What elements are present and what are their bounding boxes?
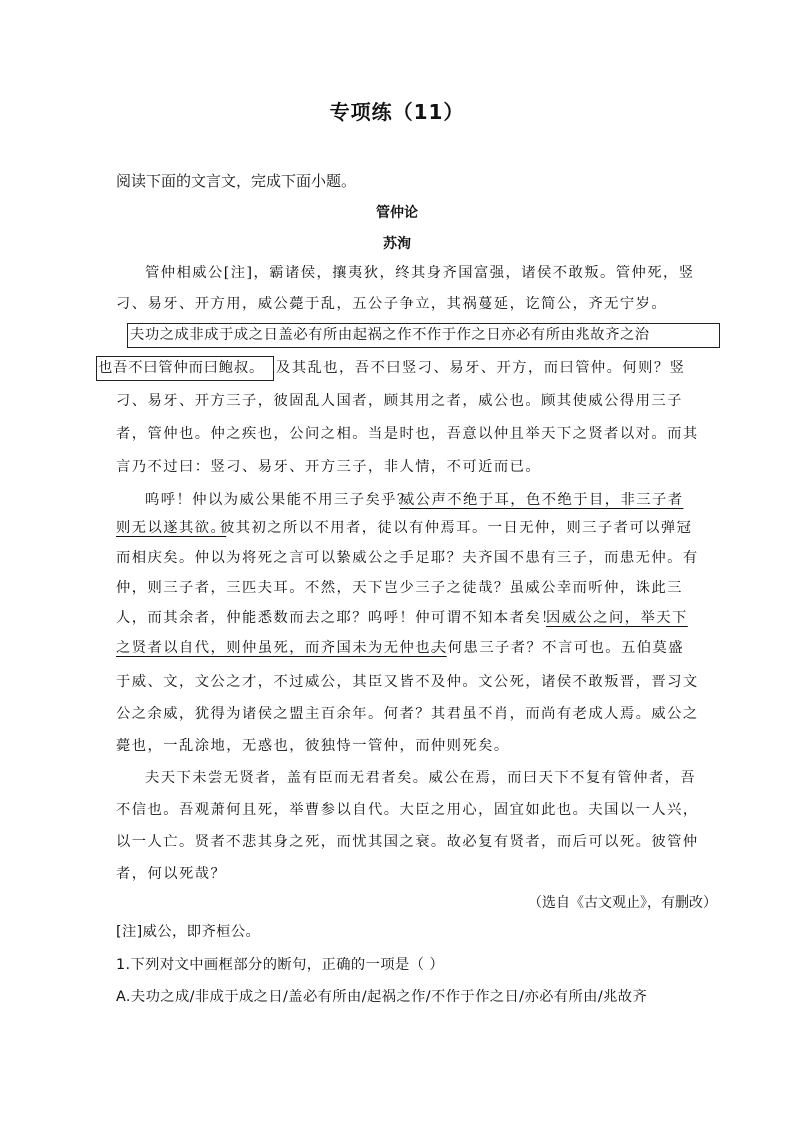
essay-line: 不信也。吾观萧何且死，举曹参以自代。大臣之用心，固宜如此也。夫国以一人兴， bbox=[116, 802, 699, 818]
essay-line: 仲，则三子者，三匹夫耳。不然，天下岂少三子之徒哉？虽威公幸而听仲，诛此三 bbox=[116, 580, 683, 596]
essay-line: 而相庆矣。仲以为将死之言可以絷威公之手足耶？夫齐国不患有三子，而患无仲。有 bbox=[116, 550, 699, 566]
essay-line: 刁、易牙、开方用，威公薨于乱，五公子争立，其祸蔓延，讫简公，齐无宁岁。 bbox=[116, 296, 668, 312]
essay-line: 人，而其余者，仲能悉数而去之耶？呜呼！仲可谓不知本者矣！ bbox=[116, 610, 557, 626]
underlined-text: 威公声不绝于耳，色不绝于目，非三子者 bbox=[400, 492, 684, 508]
instruction: 阅读下面的文言文，完成下面小题。 bbox=[116, 172, 357, 190]
essay-line: 以一人亡。贤者不悲其身之死，而忧其国之衰。故必复有贤者，而后可以死。彼管仲 bbox=[116, 834, 699, 850]
question-1: 1.下列对文中画框部分的断句，正确的一项是（ ） bbox=[116, 957, 445, 973]
essay-line: 者，何以死哉？ bbox=[116, 866, 227, 882]
essay-line: 公之余威，犹得为诸侯之盟主百余年。何者？其君虽不肖，而尚有老成人焉。威公之 bbox=[116, 706, 699, 722]
essay-line: 呜呼！仲以为威公果能不用三子矣乎？ bbox=[145, 492, 413, 508]
essay-line: 刁、易牙、开方三子，彼固乱人国者，顾其用之者，威公也。顾其使威公得用三子 bbox=[116, 393, 683, 409]
essay-line: 管仲相威公[注]，霸诸侯，攘夷狄，终其身齐国富强，诸侯不敢叛。管仲死，竖 bbox=[145, 265, 695, 281]
essay-line: 夫天下未尝无贤者，盖有臣而无君者矣。威公在焉，而曰天下不复有管仲者，吾 bbox=[145, 770, 697, 786]
annotation-note: [注]威公，即齐桓公。 bbox=[116, 924, 261, 940]
essay-line: 者，管仲也。仲之疾也，公问之相。当是时也，吾意以仲且举天下之贤者以对。而其 bbox=[116, 426, 699, 442]
essay-line: 于威、文，文公之才，不过威公，其臣又皆不及仲。文公死，诸侯不敢叛晋，晋习文 bbox=[116, 674, 699, 690]
essay-line: 彼其初之所以不用者，徒以有仲焉耳。一日无仲，则三子者可以弹冠 bbox=[220, 520, 693, 536]
essay-title: 管仲论 bbox=[376, 205, 418, 221]
framed-text: 夫功之成非成于成之日盖必有所由起祸之作不作于作之日亦必有所由兆故齐之治 bbox=[130, 327, 650, 343]
essay-line: 言乃不过曰：竖刁、易牙、开方三子，非人情，不可近而已。 bbox=[116, 459, 542, 475]
underlined-text: 则无以遂其欲。 bbox=[116, 520, 227, 536]
essay-line: 及其乱也，吾不曰竖刁、易牙、开方，而曰管仲。何则？竖 bbox=[276, 360, 686, 376]
page-title: 专项练（11） bbox=[329, 100, 465, 124]
essay-author: 苏洵 bbox=[383, 236, 411, 252]
underlined-text: 之贤者以自代，则仲虽死，而齐国未为无仲也。 bbox=[116, 640, 447, 656]
source-citation: （选自《古文观止》，有删改） bbox=[528, 895, 717, 911]
essay-line: 夫何患三子者？不言可也。五伯莫盛 bbox=[432, 640, 684, 656]
option-a: A.夫功之成/非成于成之日/盖必有所由/起祸之作/不作于作之日/亦必有所由/兆故齐 bbox=[116, 989, 648, 1005]
essay-line: 薨也，一乱涂地，无惑也，彼独恃一管仲，而仲则死矣。 bbox=[116, 738, 510, 754]
framed-text: 也吾不曰管仲而曰鲍叔。 bbox=[98, 360, 265, 376]
underlined-text: 因威公之问，举天下 bbox=[546, 610, 688, 626]
